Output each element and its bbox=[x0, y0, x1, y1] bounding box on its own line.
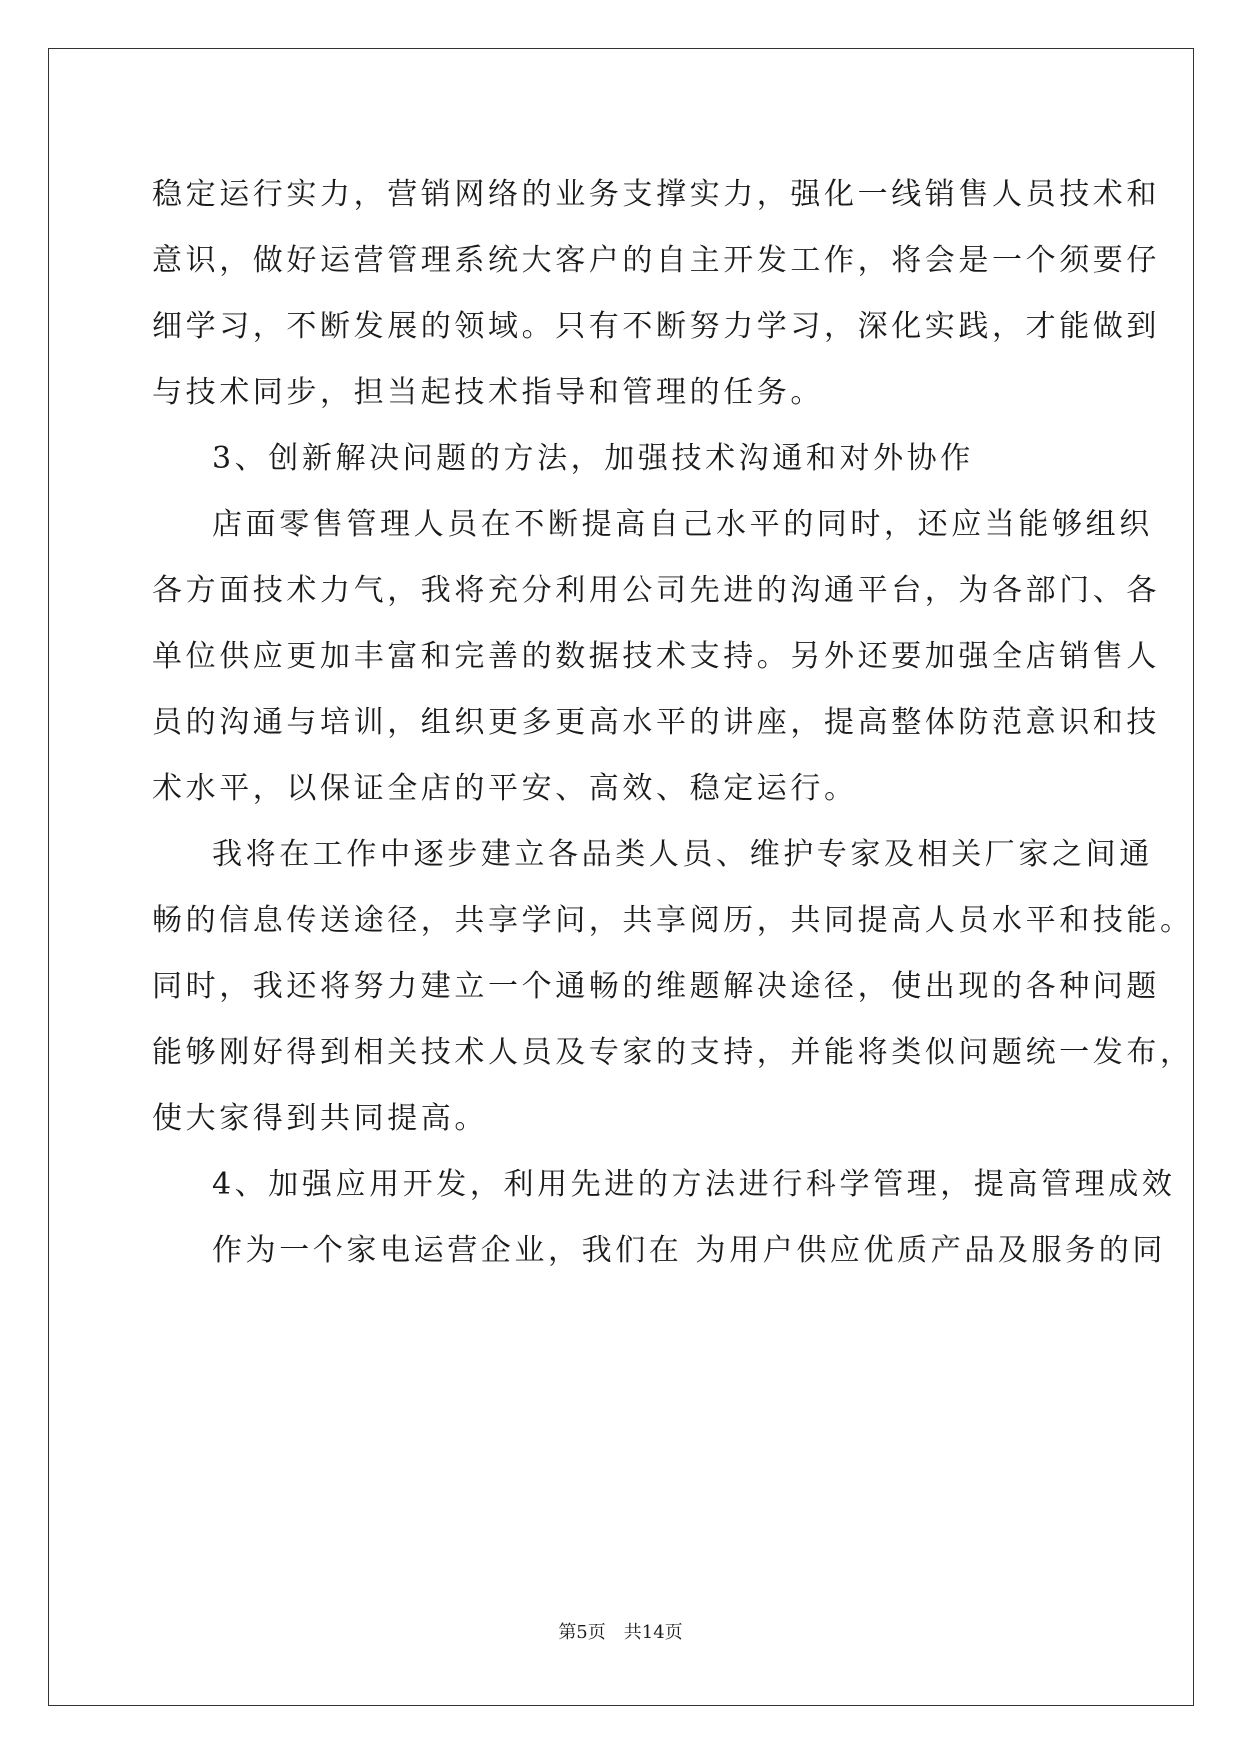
text-line: 细学习，不断发展的领域。只有不断努力学习，深化实践，才能做到 bbox=[152, 309, 1160, 344]
page-number: 第5页 共14页 bbox=[558, 1622, 683, 1643]
text-line: 能够刚好得到相关技术人员及专家的支持，并能将类似问题统一发布， bbox=[152, 1035, 1194, 1070]
text-line: 使大家得到共同提高。 bbox=[152, 1101, 488, 1136]
text-line: 意识，做好运营管理系统大客户的自主开发工作，将会是一个须要仔 bbox=[152, 243, 1160, 278]
section-heading: 4、加强应用开发，利用先进的方法进行科学管理，提高管理成效 bbox=[212, 1167, 1176, 1202]
text-line: 与技术同步，担当起技术指导和管理的任务。 bbox=[152, 375, 824, 410]
paragraph-first-line: 我将在工作中逐步建立各品类人员、维护专家及相关厂家之间通 bbox=[212, 837, 1153, 872]
text-line: 稳定运行实力，营销网络的业务支撑实力，强化一线销售人员技术和 bbox=[152, 177, 1160, 212]
text-line: 术水平，以保证全店的平安、高效、稳定运行。 bbox=[152, 771, 858, 806]
text-line: 各方面技术力气，我将充分利用公司先进的沟通平台，为各部门、各 bbox=[152, 573, 1160, 608]
paragraph-first-line: 作为一个家电运营企业，我们在 为用户供应优质产品及服务的同 bbox=[212, 1233, 1166, 1268]
text-line: 单位供应更加丰富和完善的数据技术支持。另外还要加强全店销售人 bbox=[152, 639, 1160, 674]
section-heading: 3、创新解决问题的方法，加强技术沟通和对外协作 bbox=[212, 441, 974, 476]
text-line: 同时，我还将努力建立一个通畅的维题解决途径，使出现的各种问题 bbox=[152, 969, 1160, 1004]
document-body bbox=[152, 162, 1194, 1284]
paragraph-first-line: 店面零售管理人员在不断提高自己水平的同时，还应当能够组织 bbox=[212, 507, 1153, 542]
text-line: 员的沟通与培训，组织更多更高水平的讲座，提高整体防范意识和技 bbox=[152, 705, 1160, 740]
text-line: 畅的信息传送途径，共享学问，共享阅历，共同提高人员水平和技能。 bbox=[152, 903, 1194, 938]
